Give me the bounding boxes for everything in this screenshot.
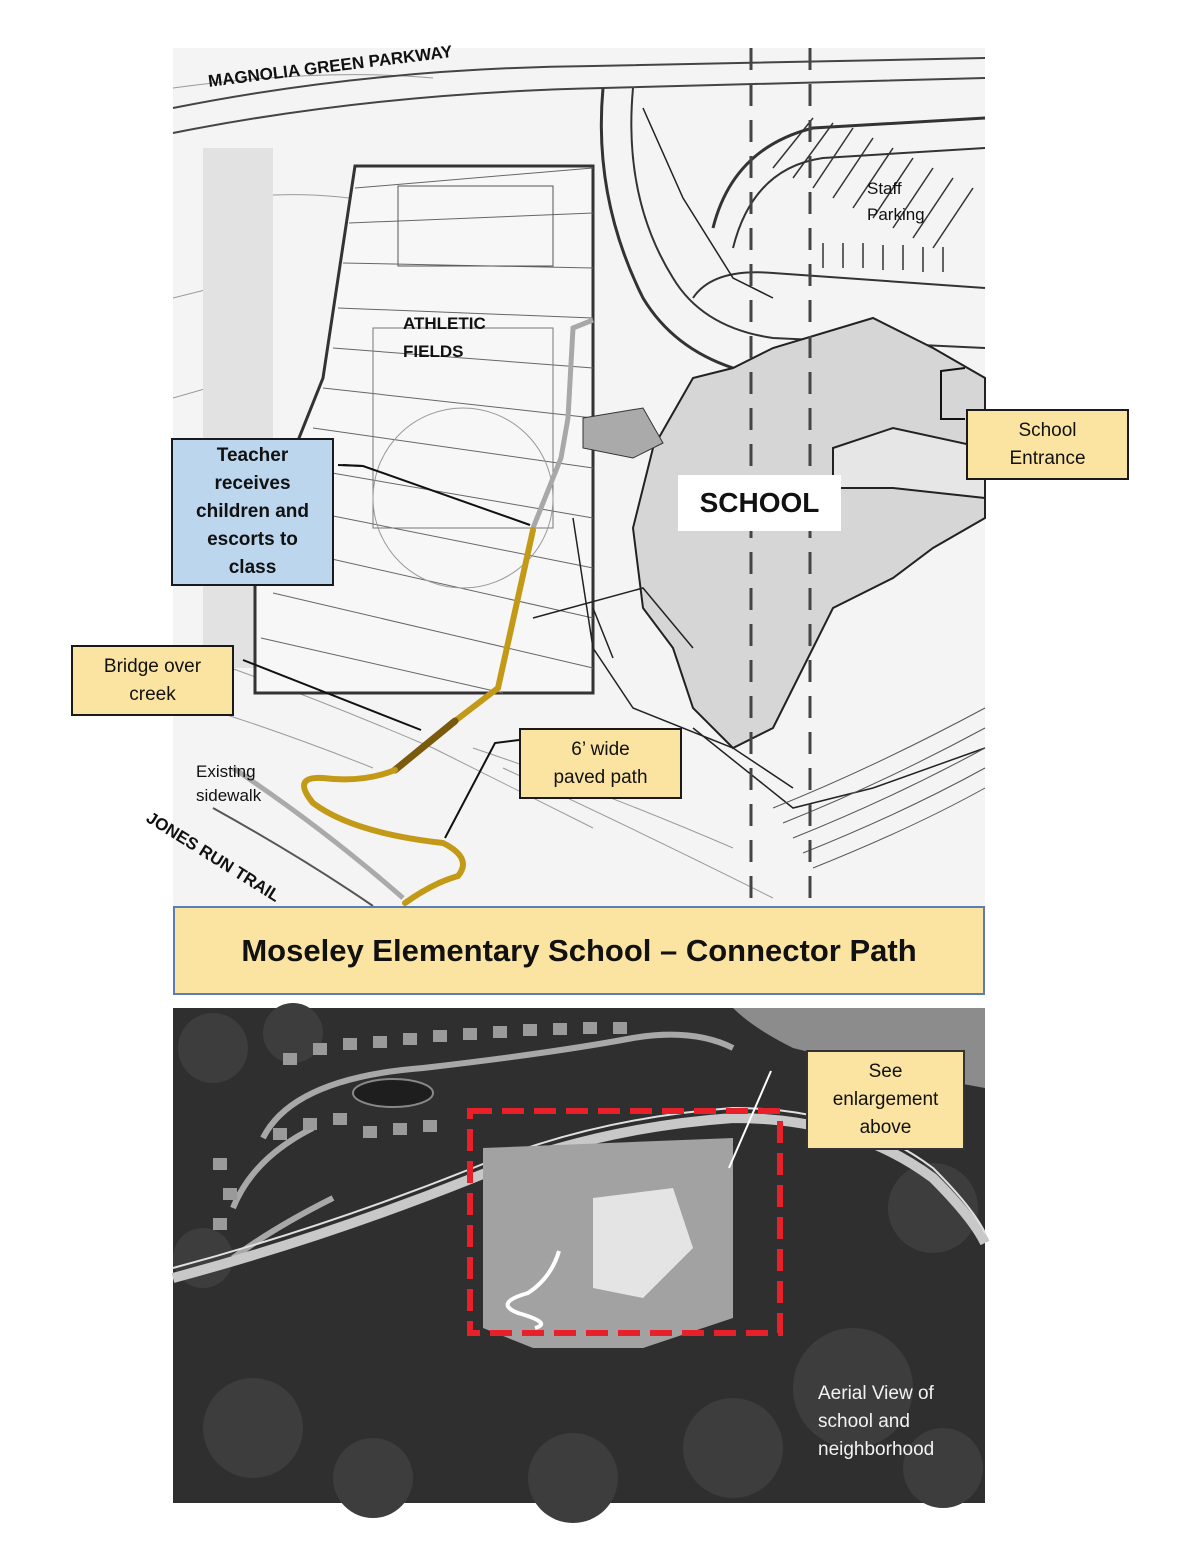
- aerial-view-map: [173, 1008, 985, 1503]
- bridge-segment: [395, 721, 455, 770]
- aerial-caption-line2: school and: [818, 1411, 910, 1432]
- staff-parking-label: [867, 176, 925, 228]
- see-enlargement-line2: enlargement: [832, 1089, 939, 1110]
- pond: [353, 1079, 433, 1107]
- aerial-caption-line1: Aerial View of: [818, 1383, 934, 1404]
- see-enlargement-line3: above: [859, 1117, 912, 1138]
- aerial-caption: [818, 1380, 934, 1464]
- athletic-field-outline: [255, 166, 593, 693]
- driveway-outer: [601, 88, 985, 378]
- athletic-fields-label-line2: FIELDS: [403, 342, 464, 361]
- school-entrance-callout: [966, 409, 1129, 480]
- bus-loop: [693, 272, 985, 298]
- existing-sidewalk-label: [196, 760, 261, 808]
- teacher-callout-line3: children and: [196, 501, 309, 522]
- plaza: [583, 408, 663, 458]
- staff-parking-label-line1: Staff: [867, 179, 902, 198]
- school-entrance-callout-line2: Entrance: [1009, 447, 1086, 469]
- teacher-callout-line4: escorts to: [207, 529, 298, 550]
- see-enlargement-callout: [806, 1050, 965, 1150]
- bridge-callout-line1: Bridge over: [103, 655, 202, 677]
- school-entrance-callout-line1: School: [1018, 419, 1077, 441]
- title-banner: [173, 906, 985, 995]
- see-enlargement-line1: See: [868, 1061, 903, 1082]
- athletic-fields-label: [403, 310, 486, 366]
- parkway-road-label: MAGNOLIA GREEN PARKWAY: [207, 42, 454, 91]
- aerial-caption-line3: neighborhood: [818, 1439, 935, 1460]
- paved-path-callout-line1: 6’ wide: [571, 738, 630, 760]
- bridge-callout-line2: creek: [129, 683, 176, 705]
- existing-sidewalk-label-line2: sidewalk: [196, 786, 262, 805]
- staff-parking-label-line2: Parking: [867, 205, 925, 224]
- path-leader-line: [445, 740, 519, 838]
- existing-sidewalk-label-line1: Existing: [196, 762, 256, 781]
- slope-contours: [773, 708, 985, 868]
- athletic-fields-label-line1: ATHLETIC: [403, 314, 486, 333]
- paved-path-callout: [519, 728, 682, 799]
- school-label-text: SCHOOL: [699, 487, 820, 518]
- driveway-inner: [631, 88, 985, 348]
- page-title: Moseley Elementary School – Connector Path: [241, 932, 917, 968]
- teacher-callout-line1: Teacher: [216, 445, 289, 466]
- paved-path-callout-line2: paved path: [553, 766, 648, 788]
- teacher-callout-line2: receives: [214, 473, 291, 494]
- teacher-callout: [171, 438, 334, 586]
- teacher-callout-line5: class: [228, 557, 277, 578]
- bridge-callout: [71, 645, 234, 716]
- school-label: [678, 475, 841, 531]
- jones-run-trail-label: JONES RUN TRAIL: [142, 808, 284, 906]
